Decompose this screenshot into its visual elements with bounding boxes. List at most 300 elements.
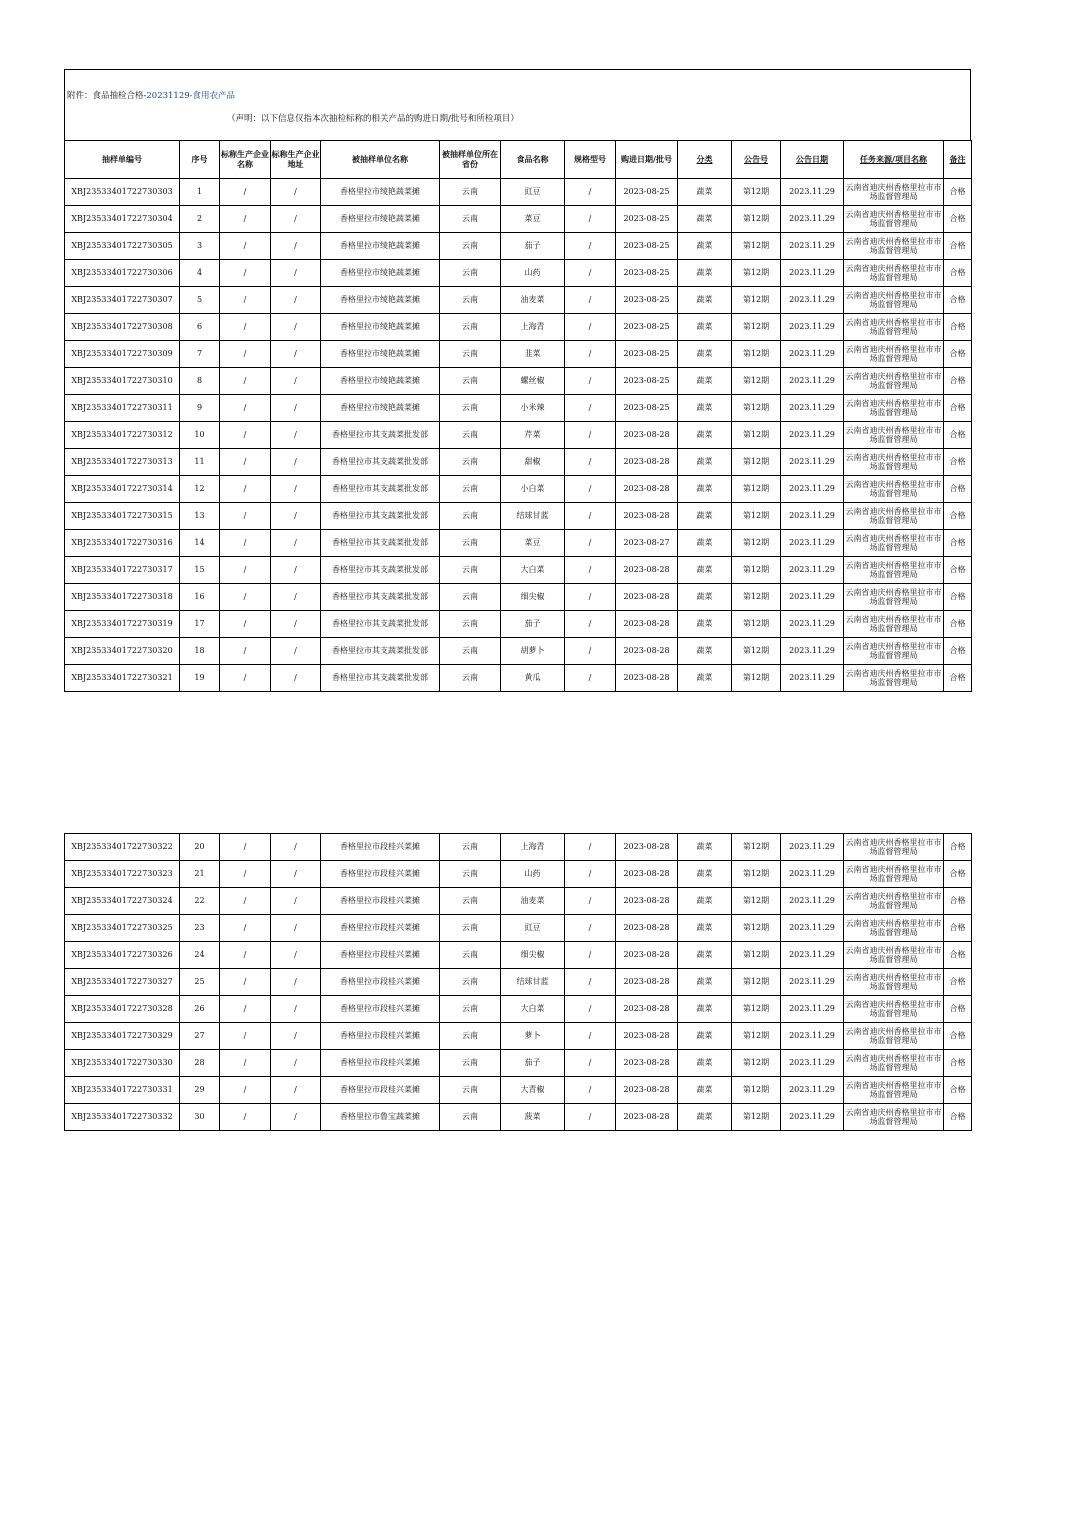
cell-seq: 15 [180, 557, 220, 584]
cell-sample-number: XBJ23533401722730314 [65, 476, 180, 503]
cell-purchase-date: 2023-08-28 [616, 1023, 678, 1050]
cell-manufacturer-address: / [271, 476, 321, 503]
cell-manufacturer-name: / [220, 260, 271, 287]
cell-manufacturer-name: / [220, 341, 271, 368]
cell-province: 云南 [440, 557, 501, 584]
cell-notice-no: 第12期 [732, 395, 781, 422]
col-header-notice-no: 公告号 [732, 141, 781, 179]
cell-category: 蔬菜 [678, 969, 732, 996]
cell-remark: 合格 [944, 368, 972, 395]
table-row [65, 834, 972, 861]
cell-remark: 合格 [944, 341, 972, 368]
cell-manufacturer-name: / [220, 530, 271, 557]
col-header-province: 被抽样单位所在省份 [440, 141, 501, 179]
cell-task-source: 云南省迪庆州香格里拉市市场监督管理局 [844, 611, 944, 638]
cell-manufacturer-address: / [271, 530, 321, 557]
cell-province: 云南 [440, 1077, 501, 1104]
cell-sample-number: XBJ23533401722730305 [65, 233, 180, 260]
table-row [65, 584, 972, 611]
cell-province: 云南 [440, 314, 501, 341]
cell-notice-date: 2023.11.29 [781, 1077, 844, 1104]
cell-notice-no: 第12期 [732, 1104, 781, 1131]
cell-sample-number: XBJ23533401722730329 [65, 1023, 180, 1050]
cell-seq: 30 [180, 1104, 220, 1131]
cell-remark: 合格 [944, 942, 972, 969]
cell-manufacturer-address: / [271, 996, 321, 1023]
cell-food-name: 黄瓜 [501, 665, 565, 692]
cell-sample-number: XBJ23533401722730323 [65, 861, 180, 888]
cell-manufacturer-name: / [220, 1077, 271, 1104]
cell-seq: 17 [180, 611, 220, 638]
cell-notice-date: 2023.11.29 [781, 861, 844, 888]
cell-province: 云南 [440, 638, 501, 665]
cell-category: 蔬菜 [678, 395, 732, 422]
cell-sample-number: XBJ23533401722730313 [65, 449, 180, 476]
cell-sampled-unit: 香格里拉市绫艳蔬菜摊 [321, 287, 440, 314]
table-row [65, 368, 972, 395]
cell-task-source: 云南省迪庆州香格里拉市市场监督管理局 [844, 942, 944, 969]
cell-notice-no: 第12期 [732, 233, 781, 260]
cell-notice-date: 2023.11.29 [781, 476, 844, 503]
cell-manufacturer-name: / [220, 1050, 271, 1077]
cell-sample-number: XBJ23533401722730307 [65, 287, 180, 314]
cell-notice-no: 第12期 [732, 1050, 781, 1077]
cell-spec: / [565, 1023, 616, 1050]
cell-notice-no: 第12期 [732, 260, 781, 287]
cell-category: 蔬菜 [678, 476, 732, 503]
table-row [65, 665, 972, 692]
cell-remark: 合格 [944, 1023, 972, 1050]
cell-food-name: 细尖椒 [501, 942, 565, 969]
cell-manufacturer-address: / [271, 422, 321, 449]
cell-sample-number: XBJ23533401722730318 [65, 584, 180, 611]
cell-task-source: 云南省迪庆州香格里拉市市场监督管理局 [844, 395, 944, 422]
cell-manufacturer-name: / [220, 584, 271, 611]
cell-manufacturer-name: / [220, 503, 271, 530]
cell-remark: 合格 [944, 834, 972, 861]
cell-category: 蔬菜 [678, 915, 732, 942]
cell-sample-number: XBJ23533401722730317 [65, 557, 180, 584]
cell-spec: / [565, 1104, 616, 1131]
cell-notice-date: 2023.11.29 [781, 584, 844, 611]
table-row [65, 1050, 972, 1077]
table-row [65, 1077, 972, 1104]
cell-task-source: 云南省迪庆州香格里拉市市场监督管理局 [844, 1050, 944, 1077]
table-row [65, 341, 972, 368]
cell-sampled-unit: 香格里拉市其支蔬菜批发部 [321, 476, 440, 503]
cell-province: 云南 [440, 1023, 501, 1050]
cell-notice-date: 2023.11.29 [781, 395, 844, 422]
cell-manufacturer-address: / [271, 584, 321, 611]
cell-remark: 合格 [944, 861, 972, 888]
cell-manufacturer-name: / [220, 888, 271, 915]
table-row [65, 179, 972, 206]
cell-sample-number: XBJ23533401722730304 [65, 206, 180, 233]
cell-task-source: 云南省迪庆州香格里拉市市场监督管理局 [844, 368, 944, 395]
cell-seq: 25 [180, 969, 220, 996]
table-row [65, 996, 972, 1023]
cell-food-name: 上海青 [501, 834, 565, 861]
cell-sample-number: XBJ23533401722730303 [65, 179, 180, 206]
cell-sampled-unit: 香格里拉市其支蔬菜批发部 [321, 584, 440, 611]
cell-spec: / [565, 861, 616, 888]
cell-notice-no: 第12期 [732, 422, 781, 449]
cell-notice-date: 2023.11.29 [781, 1050, 844, 1077]
cell-manufacturer-name: / [220, 179, 271, 206]
cell-category: 蔬菜 [678, 1077, 732, 1104]
cell-remark: 合格 [944, 638, 972, 665]
cell-food-name: 菜豆 [501, 530, 565, 557]
cell-province: 云南 [440, 233, 501, 260]
cell-purchase-date: 2023-08-28 [616, 584, 678, 611]
cell-sampled-unit: 香格里拉市段桂兴菜摊 [321, 969, 440, 996]
table-row [65, 476, 972, 503]
cell-spec: / [565, 557, 616, 584]
cell-food-name: 豇豆 [501, 915, 565, 942]
cell-manufacturer-address: / [271, 1104, 321, 1131]
cell-seq: 5 [180, 287, 220, 314]
cell-task-source: 云南省迪庆州香格里拉市市场监督管理局 [844, 996, 944, 1023]
cell-spec: / [565, 915, 616, 942]
cell-manufacturer-name: / [220, 611, 271, 638]
cell-notice-date: 2023.11.29 [781, 611, 844, 638]
cell-sample-number: XBJ23533401722730309 [65, 341, 180, 368]
cell-notice-no: 第12期 [732, 1077, 781, 1104]
cell-food-name: 大白菜 [501, 557, 565, 584]
cell-purchase-date: 2023-08-28 [616, 638, 678, 665]
cell-sampled-unit: 香格里拉市其支蔬菜批发部 [321, 638, 440, 665]
cell-purchase-date: 2023-08-28 [616, 996, 678, 1023]
cell-manufacturer-address: / [271, 969, 321, 996]
cell-category: 蔬菜 [678, 665, 732, 692]
cell-province: 云南 [440, 834, 501, 861]
cell-spec: / [565, 834, 616, 861]
cell-manufacturer-address: / [271, 888, 321, 915]
cell-province: 云南 [440, 915, 501, 942]
cell-notice-date: 2023.11.29 [781, 530, 844, 557]
col-header-category: 分类 [678, 141, 732, 179]
table-row [65, 449, 972, 476]
cell-seq: 6 [180, 314, 220, 341]
results-table-2-body [65, 834, 972, 1131]
cell-spec: / [565, 503, 616, 530]
cell-seq: 12 [180, 476, 220, 503]
cell-manufacturer-address: / [271, 260, 321, 287]
document-title: 附件：食品抽检合格-20231129-食用农产品 [67, 91, 236, 101]
cell-remark: 合格 [944, 260, 972, 287]
cell-sample-number: XBJ23533401722730324 [65, 888, 180, 915]
results-table-1-body [65, 179, 972, 692]
cell-manufacturer-address: / [271, 503, 321, 530]
cell-food-name: 大白菜 [501, 996, 565, 1023]
cell-sampled-unit: 香格里拉市绫艳蔬菜摊 [321, 368, 440, 395]
cell-sample-number: XBJ23533401722730328 [65, 996, 180, 1023]
cell-notice-no: 第12期 [732, 942, 781, 969]
cell-manufacturer-address: / [271, 206, 321, 233]
cell-food-name: 胡萝卜 [501, 638, 565, 665]
cell-manufacturer-address: / [271, 611, 321, 638]
table-row [65, 233, 972, 260]
cell-manufacturer-name: / [220, 449, 271, 476]
cell-seq: 16 [180, 584, 220, 611]
cell-province: 云南 [440, 996, 501, 1023]
cell-sampled-unit: 香格里拉市段桂兴菜摊 [321, 1023, 440, 1050]
cell-seq: 1 [180, 179, 220, 206]
cell-remark: 合格 [944, 1104, 972, 1131]
cell-purchase-date: 2023-08-28 [616, 1050, 678, 1077]
cell-food-name: 结球甘蓝 [501, 969, 565, 996]
cell-sample-number: XBJ23533401722730316 [65, 530, 180, 557]
cell-task-source: 云南省迪庆州香格里拉市市场监督管理局 [844, 476, 944, 503]
cell-province: 云南 [440, 287, 501, 314]
cell-food-name: 芹菜 [501, 422, 565, 449]
cell-seq: 2 [180, 206, 220, 233]
cell-purchase-date: 2023-08-28 [616, 888, 678, 915]
cell-manufacturer-name: / [220, 638, 271, 665]
cell-purchase-date: 2023-08-28 [616, 449, 678, 476]
cell-notice-date: 2023.11.29 [781, 368, 844, 395]
cell-sampled-unit: 香格里拉市段桂兴菜摊 [321, 942, 440, 969]
cell-sample-number: XBJ23533401722730312 [65, 422, 180, 449]
table-row [65, 530, 972, 557]
cell-manufacturer-name: / [220, 368, 271, 395]
cell-category: 蔬菜 [678, 287, 732, 314]
cell-purchase-date: 2023-08-25 [616, 233, 678, 260]
cell-notice-date: 2023.11.29 [781, 503, 844, 530]
cell-remark: 合格 [944, 1050, 972, 1077]
cell-notice-date: 2023.11.29 [781, 449, 844, 476]
cell-food-name: 油麦菜 [501, 287, 565, 314]
cell-sample-number: XBJ23533401722730306 [65, 260, 180, 287]
cell-remark: 合格 [944, 314, 972, 341]
results-table-1 [64, 140, 972, 692]
cell-task-source: 云南省迪庆州香格里拉市市场监督管理局 [844, 179, 944, 206]
cell-sampled-unit: 香格里拉市其支蔬菜批发部 [321, 530, 440, 557]
cell-notice-date: 2023.11.29 [781, 915, 844, 942]
cell-notice-date: 2023.11.29 [781, 206, 844, 233]
cell-notice-date: 2023.11.29 [781, 179, 844, 206]
cell-food-name: 菜豆 [501, 206, 565, 233]
cell-manufacturer-address: / [271, 1023, 321, 1050]
cell-task-source: 云南省迪庆州香格里拉市市场监督管理局 [844, 449, 944, 476]
cell-province: 云南 [440, 861, 501, 888]
cell-spec: / [565, 368, 616, 395]
cell-manufacturer-name: / [220, 314, 271, 341]
cell-task-source: 云南省迪庆州香格里拉市市场监督管理局 [844, 1104, 944, 1131]
table-row [65, 888, 972, 915]
cell-purchase-date: 2023-08-28 [616, 1077, 678, 1104]
cell-manufacturer-address: / [271, 915, 321, 942]
cell-sampled-unit: 香格里拉市其支蔬菜批发部 [321, 503, 440, 530]
cell-remark: 合格 [944, 1077, 972, 1104]
cell-province: 云南 [440, 422, 501, 449]
cell-task-source: 云南省迪庆州香格里拉市市场监督管理局 [844, 834, 944, 861]
cell-sample-number: XBJ23533401722730321 [65, 665, 180, 692]
cell-task-source: 云南省迪庆州香格里拉市市场监督管理局 [844, 1023, 944, 1050]
cell-spec: / [565, 996, 616, 1023]
cell-seq: 26 [180, 996, 220, 1023]
cell-sampled-unit: 香格里拉市鲁宝蔬菜摊 [321, 1104, 440, 1131]
cell-province: 云南 [440, 942, 501, 969]
cell-notice-date: 2023.11.29 [781, 1104, 844, 1131]
cell-sample-number: XBJ23533401722730326 [65, 942, 180, 969]
cell-remark: 合格 [944, 665, 972, 692]
cell-notice-no: 第12期 [732, 476, 781, 503]
cell-notice-no: 第12期 [732, 179, 781, 206]
cell-seq: 14 [180, 530, 220, 557]
table-row [65, 287, 972, 314]
cell-notice-no: 第12期 [732, 530, 781, 557]
cell-remark: 合格 [944, 476, 972, 503]
cell-manufacturer-address: / [271, 1050, 321, 1077]
cell-manufacturer-name: / [220, 996, 271, 1023]
cell-sample-number: XBJ23533401722730310 [65, 368, 180, 395]
cell-task-source: 云南省迪庆州香格里拉市市场监督管理局 [844, 1077, 944, 1104]
cell-spec: / [565, 1050, 616, 1077]
table-row [65, 611, 972, 638]
disclaimer-notice: （声明：以下信息仅指本次抽检标称的相关产品的购进日期/批号和所检项目） [227, 114, 519, 124]
cell-manufacturer-address: / [271, 341, 321, 368]
cell-food-name: 结球甘蓝 [501, 503, 565, 530]
cell-notice-no: 第12期 [732, 368, 781, 395]
cell-task-source: 云南省迪庆州香格里拉市市场监督管理局 [844, 206, 944, 233]
cell-purchase-date: 2023-08-28 [616, 422, 678, 449]
cell-manufacturer-name: / [220, 557, 271, 584]
cell-seq: 29 [180, 1077, 220, 1104]
cell-manufacturer-name: / [220, 834, 271, 861]
col-header-sampled-unit: 被抽样单位名称 [321, 141, 440, 179]
cell-category: 蔬菜 [678, 530, 732, 557]
cell-province: 云南 [440, 969, 501, 996]
cell-manufacturer-address: / [271, 861, 321, 888]
cell-notice-date: 2023.11.29 [781, 233, 844, 260]
cell-food-name: 螺丝椒 [501, 368, 565, 395]
cell-sampled-unit: 香格里拉市绫艳蔬菜摊 [321, 314, 440, 341]
cell-purchase-date: 2023-08-25 [616, 287, 678, 314]
cell-manufacturer-address: / [271, 314, 321, 341]
cell-remark: 合格 [944, 206, 972, 233]
cell-province: 云南 [440, 888, 501, 915]
cell-spec: / [565, 206, 616, 233]
cell-spec: / [565, 942, 616, 969]
cell-notice-no: 第12期 [732, 584, 781, 611]
cell-task-source: 云南省迪庆州香格里拉市市场监督管理局 [844, 665, 944, 692]
cell-category: 蔬菜 [678, 1104, 732, 1131]
cell-notice-no: 第12期 [732, 996, 781, 1023]
col-header-spec: 规格型号 [565, 141, 616, 179]
cell-remark: 合格 [944, 611, 972, 638]
cell-spec: / [565, 530, 616, 557]
cell-category: 蔬菜 [678, 996, 732, 1023]
cell-notice-date: 2023.11.29 [781, 996, 844, 1023]
cell-notice-date: 2023.11.29 [781, 314, 844, 341]
cell-sampled-unit: 香格里拉市绫艳蔬菜摊 [321, 341, 440, 368]
cell-sample-number: XBJ23533401722730315 [65, 503, 180, 530]
cell-notice-date: 2023.11.29 [781, 260, 844, 287]
cell-sample-number: XBJ23533401722730322 [65, 834, 180, 861]
cell-task-source: 云南省迪庆州香格里拉市市场监督管理局 [844, 530, 944, 557]
cell-seq: 18 [180, 638, 220, 665]
col-header-task-source: 任务来源/项目名称 [844, 141, 944, 179]
cell-province: 云南 [440, 665, 501, 692]
cell-purchase-date: 2023-08-28 [616, 915, 678, 942]
table-row [65, 942, 972, 969]
cell-purchase-date: 2023-08-25 [616, 368, 678, 395]
cell-category: 蔬菜 [678, 861, 732, 888]
cell-notice-no: 第12期 [732, 449, 781, 476]
cell-food-name: 小白菜 [501, 476, 565, 503]
cell-purchase-date: 2023-08-28 [616, 503, 678, 530]
cell-manufacturer-name: / [220, 861, 271, 888]
cell-purchase-date: 2023-08-28 [616, 861, 678, 888]
cell-notice-date: 2023.11.29 [781, 888, 844, 915]
table-row [65, 915, 972, 942]
cell-seq: 3 [180, 233, 220, 260]
cell-seq: 22 [180, 888, 220, 915]
cell-task-source: 云南省迪庆州香格里拉市市场监督管理局 [844, 314, 944, 341]
cell-remark: 合格 [944, 584, 972, 611]
cell-task-source: 云南省迪庆州香格里拉市市场监督管理局 [844, 888, 944, 915]
cell-manufacturer-address: / [271, 395, 321, 422]
cell-manufacturer-address: / [271, 638, 321, 665]
cell-notice-no: 第12期 [732, 665, 781, 692]
cell-category: 蔬菜 [678, 611, 732, 638]
table-row [65, 260, 972, 287]
cell-food-name: 小米辣 [501, 395, 565, 422]
table-row [65, 1104, 972, 1131]
cell-notice-no: 第12期 [732, 888, 781, 915]
cell-province: 云南 [440, 1104, 501, 1131]
cell-remark: 合格 [944, 395, 972, 422]
cell-remark: 合格 [944, 179, 972, 206]
cell-remark: 合格 [944, 287, 972, 314]
cell-manufacturer-address: / [271, 1077, 321, 1104]
cell-task-source: 云南省迪庆州香格里拉市市场监督管理局 [844, 341, 944, 368]
cell-task-source: 云南省迪庆州香格里拉市市场监督管理局 [844, 638, 944, 665]
cell-manufacturer-name: / [220, 476, 271, 503]
col-header-purchase-date: 购进日期/批号 [616, 141, 678, 179]
cell-sample-number: XBJ23533401722730319 [65, 611, 180, 638]
cell-seq: 10 [180, 422, 220, 449]
cell-notice-no: 第12期 [732, 969, 781, 996]
cell-task-source: 云南省迪庆州香格里拉市市场监督管理局 [844, 287, 944, 314]
cell-sample-number: XBJ23533401722730325 [65, 915, 180, 942]
cell-sampled-unit: 香格里拉市段桂兴菜摊 [321, 1077, 440, 1104]
cell-sampled-unit: 香格里拉市其支蔬菜批发部 [321, 611, 440, 638]
cell-purchase-date: 2023-08-28 [616, 476, 678, 503]
cell-notice-date: 2023.11.29 [781, 834, 844, 861]
cell-spec: / [565, 341, 616, 368]
cell-manufacturer-name: / [220, 206, 271, 233]
cell-category: 蔬菜 [678, 449, 732, 476]
cell-notice-date: 2023.11.29 [781, 422, 844, 449]
cell-remark: 合格 [944, 996, 972, 1023]
cell-seq: 8 [180, 368, 220, 395]
cell-category: 蔬菜 [678, 834, 732, 861]
cell-notice-date: 2023.11.29 [781, 1023, 844, 1050]
cell-notice-no: 第12期 [732, 557, 781, 584]
cell-category: 蔬菜 [678, 341, 732, 368]
cell-purchase-date: 2023-08-25 [616, 314, 678, 341]
cell-category: 蔬菜 [678, 584, 732, 611]
col-header-notice-date: 公告日期 [781, 141, 844, 179]
cell-sample-number: XBJ23533401722730327 [65, 969, 180, 996]
table-row [65, 314, 972, 341]
cell-notice-date: 2023.11.29 [781, 969, 844, 996]
cell-sample-number: XBJ23533401722730308 [65, 314, 180, 341]
cell-notice-date: 2023.11.29 [781, 942, 844, 969]
cell-notice-no: 第12期 [732, 834, 781, 861]
